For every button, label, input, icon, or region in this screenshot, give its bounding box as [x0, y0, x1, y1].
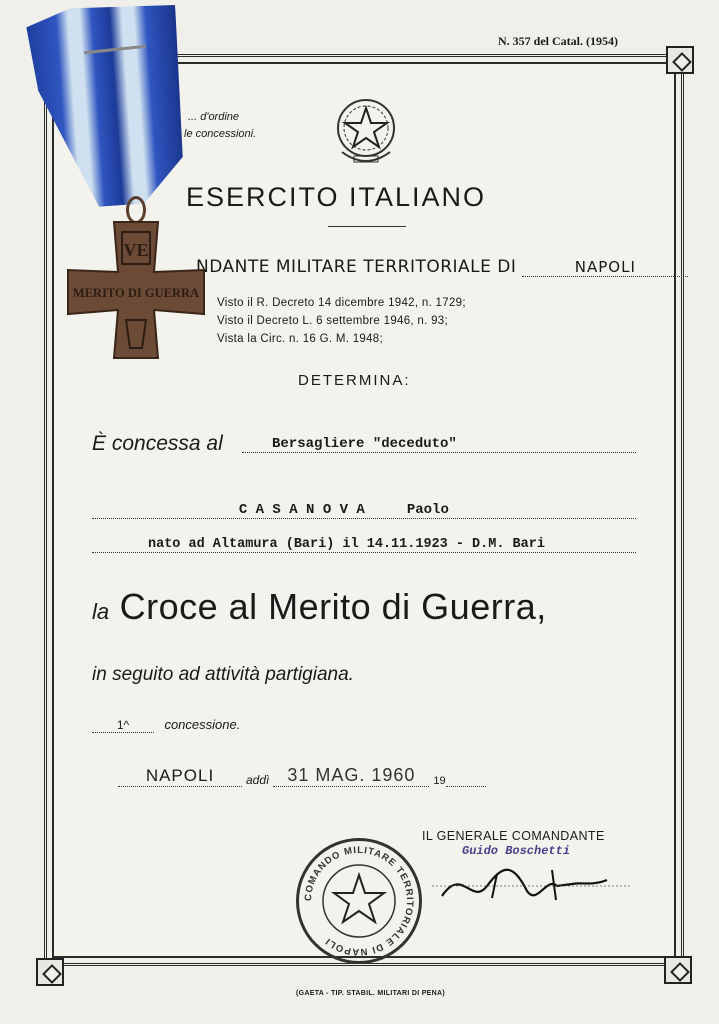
addi-label: addì [246, 773, 270, 787]
printer-imprint: (GAETA - TIP. STABIL. MILITARI DI PENA) [296, 990, 445, 997]
catalog-number: N. 357 del Catal. (1954) [498, 34, 618, 48]
year-field [446, 786, 486, 787]
decree-list [217, 294, 466, 348]
command-city: NAPOLI [574, 258, 636, 276]
award-reason: in seguito ad attività partigiana. [92, 664, 354, 685]
official-stamp-icon [296, 838, 422, 964]
medal-inscription: MERITO DI GUERRA [72, 286, 200, 300]
signatory-title: IL GENERALE COMANDANTE [422, 829, 605, 843]
award-line [92, 586, 547, 628]
war-merit-cross-icon [66, 218, 206, 360]
granted-to-label: È concessa al [92, 432, 223, 455]
decree-2: Visto il Decreto L. 6 settembre 1946, n. 93; [217, 315, 448, 327]
command-prefix: NDANTE MILITARE TERRITORIALE DI [196, 257, 517, 277]
concession-number: 1^ [116, 718, 130, 732]
signature-icon [432, 856, 632, 916]
decree-3: Vista la Circ. n. 16 G. M. 1948; [217, 333, 383, 345]
corner-ornament-top-right [666, 46, 694, 74]
place-field [118, 766, 242, 787]
award-name: Croce al Merito di Guerra, [119, 586, 547, 627]
decree-1: Visto il R. Decreto 14 dicembre 1942, n. 1729; [217, 297, 466, 309]
date-stamp: 31 MAG. 1960 [287, 765, 416, 785]
concession-number-field [92, 718, 154, 733]
name-value: C A S A N O V A Paolo [238, 502, 449, 518]
birth-field [92, 537, 636, 553]
rank-field [242, 436, 636, 453]
year-suffix: 19 [433, 775, 446, 787]
concessions-line: le concessioni. [184, 128, 257, 140]
concession-label: concessione. [164, 717, 241, 732]
place-date-line [118, 765, 486, 787]
title-divider [328, 226, 406, 227]
birth-value: nato ad Altamura (Bari) il 14.11.1923 - D.M. Bari [148, 537, 545, 552]
order-line: ... d'ordine [188, 111, 240, 123]
command-line [196, 257, 688, 277]
medal-monogram: VE [123, 240, 149, 260]
rank-value: Bersagliere "deceduto" [272, 436, 457, 452]
republic-star-emblem-icon [332, 94, 400, 170]
stamp-text: COMANDO MILITARE TERRITORIALE DI NAPOLI [302, 844, 416, 958]
award-prefix: la [92, 599, 110, 624]
place-value: NAPOLI [145, 766, 215, 785]
command-city-field [522, 258, 688, 277]
concession-line [92, 716, 240, 734]
name-field [92, 486, 636, 519]
date-field [273, 765, 429, 787]
corner-ornament-bottom-left [36, 958, 64, 986]
svg-text:COMANDO MILITARE TERRITORIALE [303, 845, 415, 957]
page-title: ESERCITO ITALIANO [186, 182, 487, 212]
determina-heading: DETERMINA: [298, 372, 411, 389]
signatory-name: Guido Boschetti [462, 844, 571, 858]
corner-ornament-bottom-right [664, 956, 692, 984]
